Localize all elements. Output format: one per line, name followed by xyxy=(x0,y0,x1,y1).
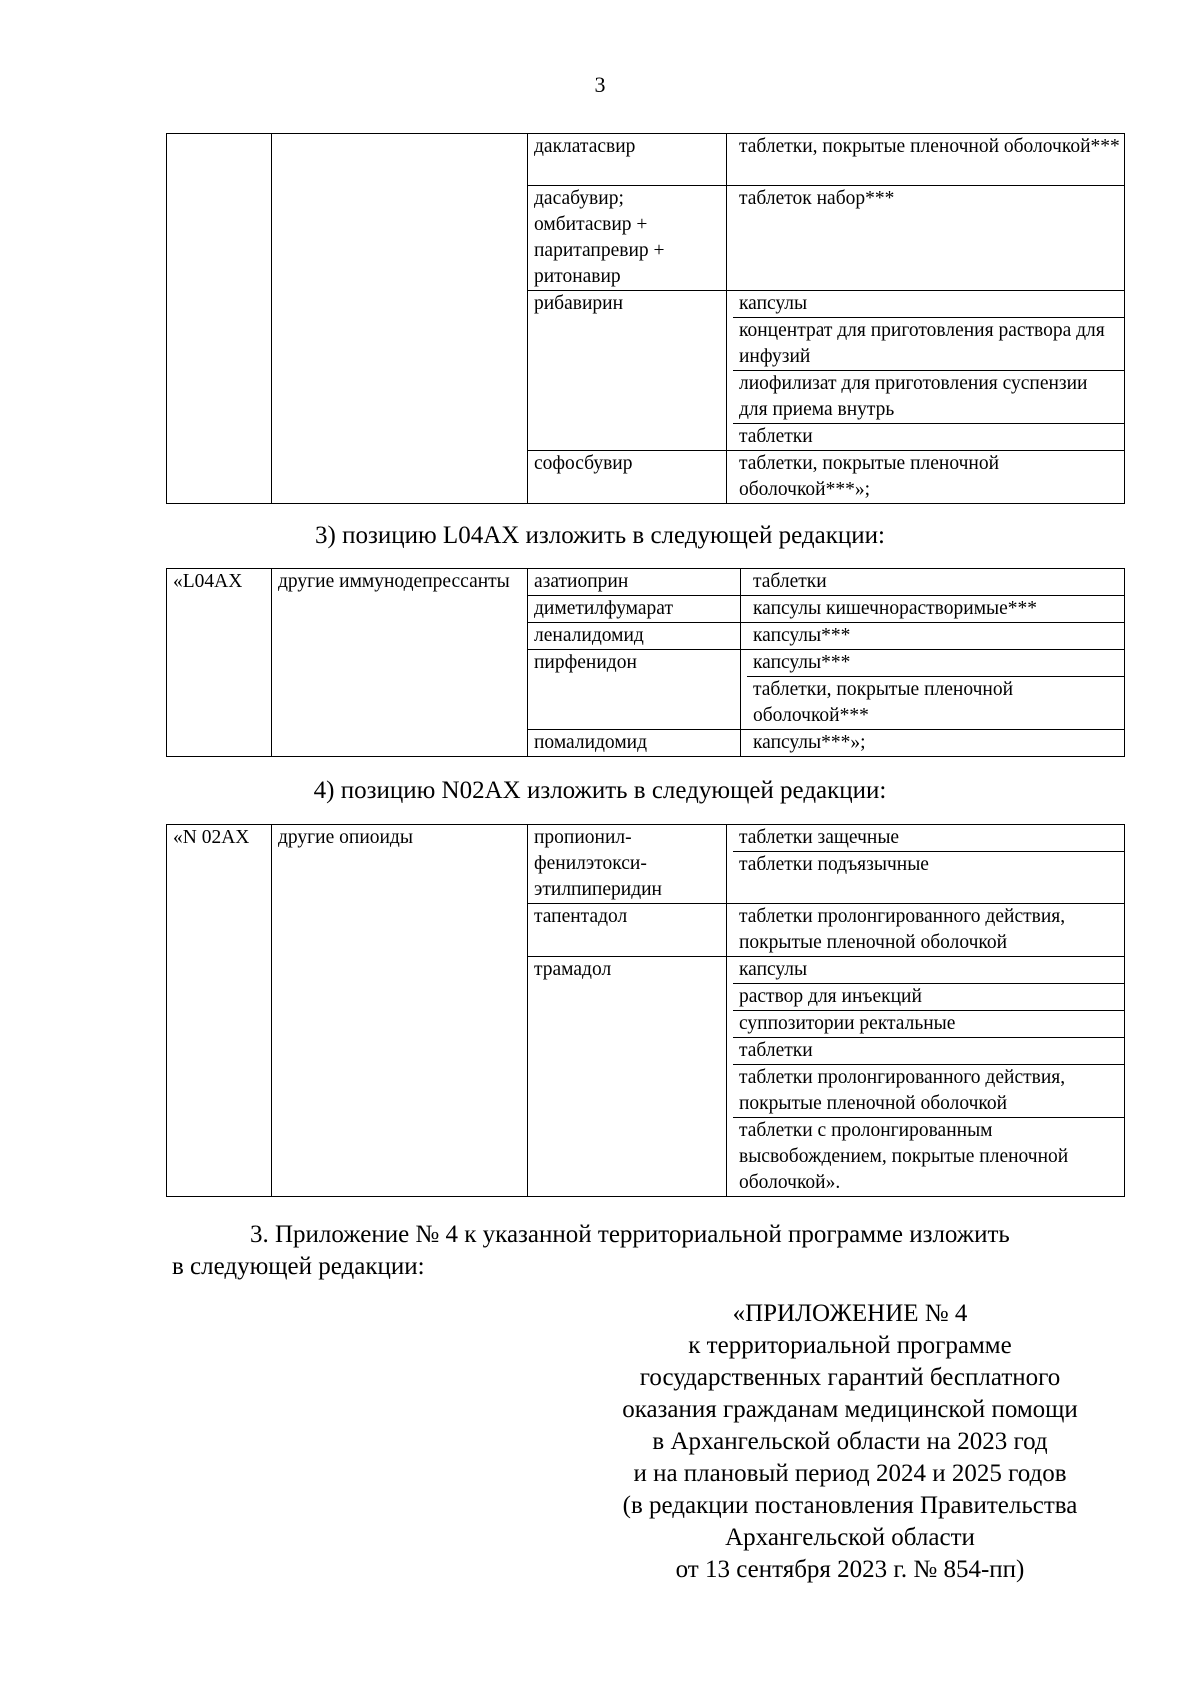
form-cell xyxy=(727,186,1125,291)
dosage-form: капсулы кишечнорастворимые*** xyxy=(753,598,1038,619)
dosage-form: концентрат для приготовления раствора для инфузий xyxy=(733,317,1124,370)
atc-code-cell: «L04AX xyxy=(167,569,272,757)
form-cell xyxy=(741,569,1125,596)
section-heading-n02ax: 4) позицию N02AX изложить в следующей редакции: xyxy=(313,777,887,804)
appendix-line: в Архангельской области на 2023 год xyxy=(652,1428,1048,1455)
form-cell xyxy=(741,596,1125,623)
dosage-form: таблетки защечные xyxy=(739,827,900,848)
appendix-line: оказания гражданам медицинской помощи xyxy=(622,1396,1078,1423)
drug-name-cell: помалидомид xyxy=(528,730,741,757)
dosage-form: капсулы***»; xyxy=(753,732,866,753)
section-heading-l04ax: 3) позицию L04AX изложить в следующей редакции: xyxy=(315,522,885,549)
drug-name-cell: леналидомид xyxy=(528,623,741,650)
drug-table-continuation xyxy=(166,133,1125,504)
group-name-cell: другие иммунодепрессанты xyxy=(272,569,528,757)
form-cell xyxy=(727,451,1125,504)
drug-table-l04ax xyxy=(166,568,1125,757)
drug-name-cell: трамадол xyxy=(528,957,727,1197)
dosage-form: капсулы*** xyxy=(753,652,851,673)
paragraph-line: 3. Приложение № 4 к указанной территориальной программе изложить xyxy=(250,1221,1010,1248)
drug-name-cell: софосбувир xyxy=(528,451,727,504)
form-cell xyxy=(727,957,1125,1197)
dosage-form: таблеток набор*** xyxy=(739,188,895,209)
code-cell xyxy=(167,134,272,504)
dosage-form: таблетки xyxy=(753,571,827,592)
group-cell xyxy=(272,134,528,504)
atc-code-cell: «N 02AX xyxy=(167,825,272,1197)
drug-name-cell: тапентадол xyxy=(528,904,727,957)
dosage-form: капсулы xyxy=(739,959,808,980)
drug-name-cell: азатиоприн xyxy=(528,569,741,596)
dosage-form: таблетки пролонгированного действия, покрытые пленочной оболочкой xyxy=(739,906,1066,953)
dosage-form: таблетки xyxy=(733,423,1124,450)
dosage-form: капсулы*** xyxy=(753,625,851,646)
dosage-form: раствор для инъекций xyxy=(733,983,1124,1010)
form-cell xyxy=(741,623,1125,650)
dosage-form: таблетки, покрытые пленочной оболочкой*** xyxy=(739,136,1120,157)
dosage-form: таблетки xyxy=(733,1037,1124,1064)
dosage-form: таблетки, покрытые пленочной оболочкой***»; xyxy=(739,453,1000,500)
form-cell xyxy=(727,291,1125,451)
page-number: 3 xyxy=(594,72,606,97)
appendix-line: и на плановый период 2024 и 2025 годов xyxy=(633,1460,1067,1487)
dosage-form: капсулы xyxy=(739,293,808,314)
drug-name-cell: рибавирин xyxy=(528,291,727,451)
dosage-form: таблетки, покрытые пленочной оболочкой*** xyxy=(747,676,1124,729)
drug-name-cell: пропионил-фенилэтокси-этилпиперидин xyxy=(528,825,727,904)
drug-table-n02ax xyxy=(166,824,1125,1197)
appendix-line: к территориальной программе xyxy=(688,1332,1012,1359)
form-cell xyxy=(741,730,1125,757)
dosage-form: суппозитории ректальные xyxy=(733,1010,1124,1037)
group-name-cell: другие опиоиды xyxy=(272,825,528,1197)
drug-name-cell: пирфенидон xyxy=(528,650,741,730)
drug-name-cell: диметилфумарат xyxy=(528,596,741,623)
drug-name-cell: даклатасвир xyxy=(528,134,727,186)
drug-name-cell: дасабувир; омбитасвир + паритапревир + ритонавир xyxy=(528,186,727,291)
paragraph-line: в следующей редакции: xyxy=(172,1253,425,1280)
dosage-form: таблетки с пролонгированным высвобождением, покрытые пленочной оболочкой». xyxy=(733,1117,1124,1196)
dosage-form: таблетки подъязычные xyxy=(733,851,1124,902)
dosage-form: лиофилизат для приготовления суспензии для приема внутрь xyxy=(733,370,1124,423)
appendix-line: государственных гарантий бесплатного xyxy=(639,1364,1061,1391)
paragraph-appendix-4 xyxy=(172,1219,1130,1283)
appendix-line: Архангельской области xyxy=(725,1524,975,1551)
form-cell xyxy=(727,825,1125,904)
form-cell xyxy=(741,650,1125,730)
form-cell xyxy=(727,904,1125,957)
appendix-line: от 13 сентября 2023 г. № 854-пп) xyxy=(675,1556,1025,1583)
appendix-title: «ПРИЛОЖЕНИЕ № 4 xyxy=(732,1300,968,1327)
appendix-line: (в редакции постановления Правительства xyxy=(622,1492,1078,1519)
dosage-form: таблетки пролонгированного действия, покрытые пленочной оболочкой xyxy=(733,1064,1124,1117)
form-cell xyxy=(727,134,1125,186)
appendix-header xyxy=(560,1298,1140,1586)
